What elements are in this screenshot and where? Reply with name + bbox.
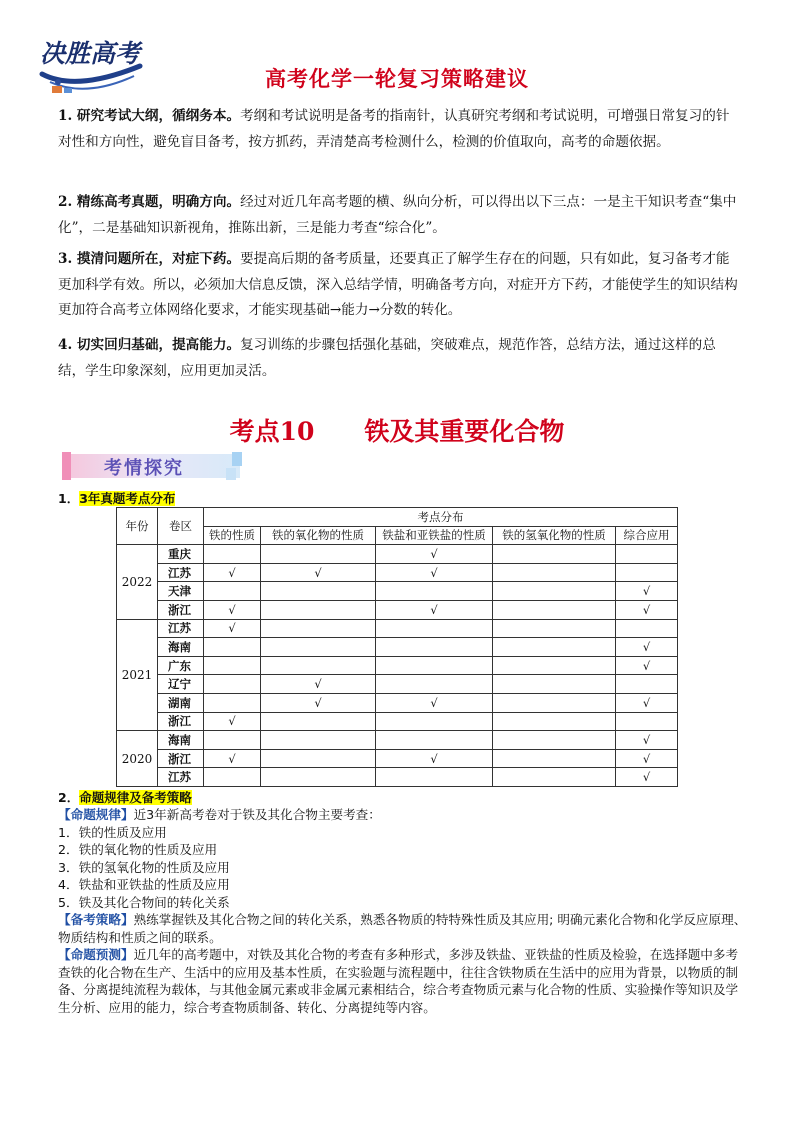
advice-1-heading: 1. 研究考试大纲，循纲务本。: [58, 108, 241, 124]
table-row: [117, 545, 678, 564]
empty-cell: [493, 545, 616, 564]
advice-paragraph-3: [58, 247, 740, 324]
strategy-tag: 【备考策略】: [58, 912, 134, 927]
empty-cell: [376, 656, 493, 675]
empty-cell: [204, 675, 261, 694]
table-row: [117, 656, 678, 675]
check-mark-cell: √: [616, 731, 678, 750]
empty-cell: [261, 638, 376, 657]
table-body: [117, 545, 678, 787]
empty-cell: [261, 731, 376, 750]
empty-cell: [376, 675, 493, 694]
region-cell: 江苏: [158, 768, 204, 787]
empty-cell: [616, 563, 678, 582]
prediction-text: 近几年的高考题中，对铁及其化合物的考查有多种形式，多涉及铁盐、亚铁盐的性质及检验，在选择题中多考查铁的化合物在生产、生活中的应用及基本性质，在实验题与流程题中，往往含铁物质在生活中的应用为背景，以物质的制备、分离提纯流程为载体，与其他金属元素或非金属元素相结合，综合考查物质元素与化合物的性质、实验操作等知识及学生分析、应用的能力，综合考查物质制备、转化、分离提纯等内容。: [58, 947, 739, 1015]
region-cell: 广东: [158, 656, 204, 675]
empty-cell: [261, 712, 376, 731]
region-cell: 江苏: [158, 619, 204, 638]
advice-4-body: 复习训练的步骤包括强化基础，突破难点，规范作答，总结方法，通过这样的总结，学生印象深刻，应用更加灵活。: [58, 337, 716, 379]
part2-label: 命题规律及备考策略: [79, 790, 192, 805]
region-cell: 湖南: [158, 693, 204, 712]
check-mark-cell: √: [376, 749, 493, 768]
year-cell: 2021: [117, 619, 158, 731]
empty-cell: [204, 693, 261, 712]
empty-cell: [261, 656, 376, 675]
table-row: [117, 768, 678, 787]
empty-cell: [616, 712, 678, 731]
empty-cell: [376, 619, 493, 638]
region-cell: 浙江: [158, 712, 204, 731]
advice-4-heading: 4. 切实回归基础，提高能力。: [58, 337, 241, 353]
empty-cell: [376, 731, 493, 750]
check-mark-cell: √: [204, 563, 261, 582]
advice-paragraph-4: [58, 333, 740, 384]
table-row: [117, 638, 678, 657]
empty-cell: [493, 675, 616, 694]
advice-3-body: 要提高后期的备考质量，还要真正了解学生存在的问题，只有如此，复习备考才能更加科学有效。所以，必须加大信息反馈，深入总结学情，明确备考方向，对症开方下药，才能使学生的知识结构更加符合高考立体网络化要求，才能实现基础→能力→分数的转化。: [58, 251, 738, 318]
empty-cell: [493, 749, 616, 768]
empty-cell: [376, 712, 493, 731]
part1-number: 1．: [58, 491, 80, 506]
rules-item: 4．铁盐和亚铁盐的性质及应用: [58, 877, 230, 892]
svg-text:决胜高考: 决胜高考: [40, 39, 141, 68]
rules-block: [58, 806, 748, 1016]
table-row: [117, 712, 678, 731]
table-row: [117, 600, 678, 619]
banner-label: 考情探究: [104, 458, 184, 479]
rules-intro: 近3年新高考卷对于铁及其化合物主要考查：: [133, 807, 381, 822]
group-header: 考点分布: [204, 508, 678, 527]
region-cell: 天津: [158, 582, 204, 601]
empty-cell: [493, 582, 616, 601]
empty-cell: [493, 712, 616, 731]
document-title: 高考化学一轮复习策略建议: [265, 67, 529, 91]
check-mark-cell: √: [616, 600, 678, 619]
empty-cell: [376, 768, 493, 787]
exam-distribution-table: [116, 507, 678, 787]
empty-cell: [493, 563, 616, 582]
region-header: 卷区: [158, 508, 204, 545]
empty-cell: [204, 768, 261, 787]
column-header: 铁盐和亚铁盐的性质: [376, 526, 493, 545]
advice-2-body: 经过对近几年高考题的横、纵向分析，可以得出以下三点：一是主干知识考查“集中化”，二是基础知识新视角，推陈出新，三是能力考查“综合化”。: [58, 194, 737, 236]
check-mark-cell: √: [376, 563, 493, 582]
advice-paragraph-1: [58, 104, 740, 155]
check-mark-cell: √: [376, 545, 493, 564]
part2-heading: [58, 788, 192, 806]
empty-cell: [616, 619, 678, 638]
strategy-text: 熟练掌握铁及其化合物之间的转化关系，熟悉各物质的特特殊性质及其应用; 明确元素化合物和化学反应原理、物质结构和性质之间的联系。: [58, 912, 747, 945]
empty-cell: [616, 675, 678, 694]
check-mark-cell: √: [261, 563, 376, 582]
empty-cell: [493, 619, 616, 638]
rules-item: 2．铁的氧化物的性质及应用: [58, 842, 218, 857]
advice-3-heading: 3. 摸清问题所在，对症下药。: [58, 251, 241, 267]
table-row: [117, 675, 678, 694]
check-mark-cell: √: [376, 600, 493, 619]
check-mark-cell: √: [204, 712, 261, 731]
empty-cell: [204, 656, 261, 675]
part1-label: 3年真题考点分布: [79, 491, 176, 506]
empty-cell: [493, 693, 616, 712]
check-mark-cell: √: [616, 638, 678, 657]
region-cell: 浙江: [158, 749, 204, 768]
column-header: 铁的氧化物的性质: [261, 526, 376, 545]
empty-cell: [261, 619, 376, 638]
check-mark-cell: √: [261, 693, 376, 712]
empty-cell: [376, 582, 493, 601]
empty-cell: [493, 768, 616, 787]
check-mark-cell: √: [376, 693, 493, 712]
section-name: 铁及其重要化合物: [364, 417, 565, 446]
empty-cell: [261, 600, 376, 619]
empty-cell: [204, 545, 261, 564]
empty-cell: [376, 638, 493, 657]
table-row: [117, 749, 678, 768]
empty-cell: [204, 638, 261, 657]
check-mark-cell: √: [616, 693, 678, 712]
advice-paragraph-2: [58, 190, 740, 241]
section-code: 考点10: [229, 417, 315, 446]
column-header: 铁的氢氧化物的性质: [493, 526, 616, 545]
empty-cell: [261, 582, 376, 601]
check-mark-cell: √: [204, 619, 261, 638]
empty-cell: [616, 545, 678, 564]
check-mark-cell: √: [204, 749, 261, 768]
check-mark-cell: √: [616, 656, 678, 675]
empty-cell: [261, 749, 376, 768]
year-cell: 2020: [117, 731, 158, 787]
empty-cell: [204, 582, 261, 601]
check-mark-cell: √: [204, 600, 261, 619]
empty-cell: [493, 656, 616, 675]
check-mark-cell: √: [616, 582, 678, 601]
part1-heading: [58, 489, 175, 507]
rules-item: 1．铁的性质及应用: [58, 824, 167, 840]
empty-cell: [493, 731, 616, 750]
check-mark-cell: √: [616, 749, 678, 768]
year-header: 年份: [117, 508, 158, 545]
empty-cell: [493, 638, 616, 657]
check-mark-cell: √: [261, 675, 376, 694]
advice-1-body: 考纲和考试说明是备考的指南针，认真研究考纲和考试说明，可增强日常复习的针对性和方向性，避免盲目备考，按方抓药，弄清楚高考检测什么，检测的价值取向，高考的命题依据。: [58, 108, 730, 150]
empty-cell: [261, 768, 376, 787]
region-cell: 海南: [158, 638, 204, 657]
table-row: [117, 582, 678, 601]
prediction-tag: 【命题预测】: [58, 947, 134, 962]
rules-intro-line: [58, 806, 748, 824]
rules-item: 3．铁的氢氧化物的性质及应用: [58, 859, 230, 875]
table-row: [117, 563, 678, 582]
check-mark-cell: √: [616, 768, 678, 787]
advice-2-heading: 2. 精练高考真题，明确方向。: [58, 194, 241, 210]
empty-cell: [493, 600, 616, 619]
strategy-paragraph: [58, 911, 748, 946]
rules-tag: 【命题规律】: [58, 807, 134, 822]
table-row: [117, 693, 678, 712]
region-cell: 重庆: [158, 545, 204, 564]
region-cell: 浙江: [158, 600, 204, 619]
region-cell: 江苏: [158, 563, 204, 582]
region-cell: 海南: [158, 731, 204, 750]
column-header: 综合应用: [616, 526, 678, 545]
rules-item: 5．铁及其化合物间的转化关系: [58, 894, 230, 910]
table-row: [117, 619, 678, 638]
year-cell: 2022: [117, 545, 158, 619]
part2-number: 2．: [58, 790, 80, 805]
region-cell: 辽宁: [158, 675, 204, 694]
column-header: 铁的性质: [204, 526, 261, 545]
empty-cell: [261, 545, 376, 564]
empty-cell: [204, 731, 261, 750]
prediction-paragraph: [58, 946, 748, 1016]
section-title: [0, 412, 794, 448]
table-row: [117, 731, 678, 750]
